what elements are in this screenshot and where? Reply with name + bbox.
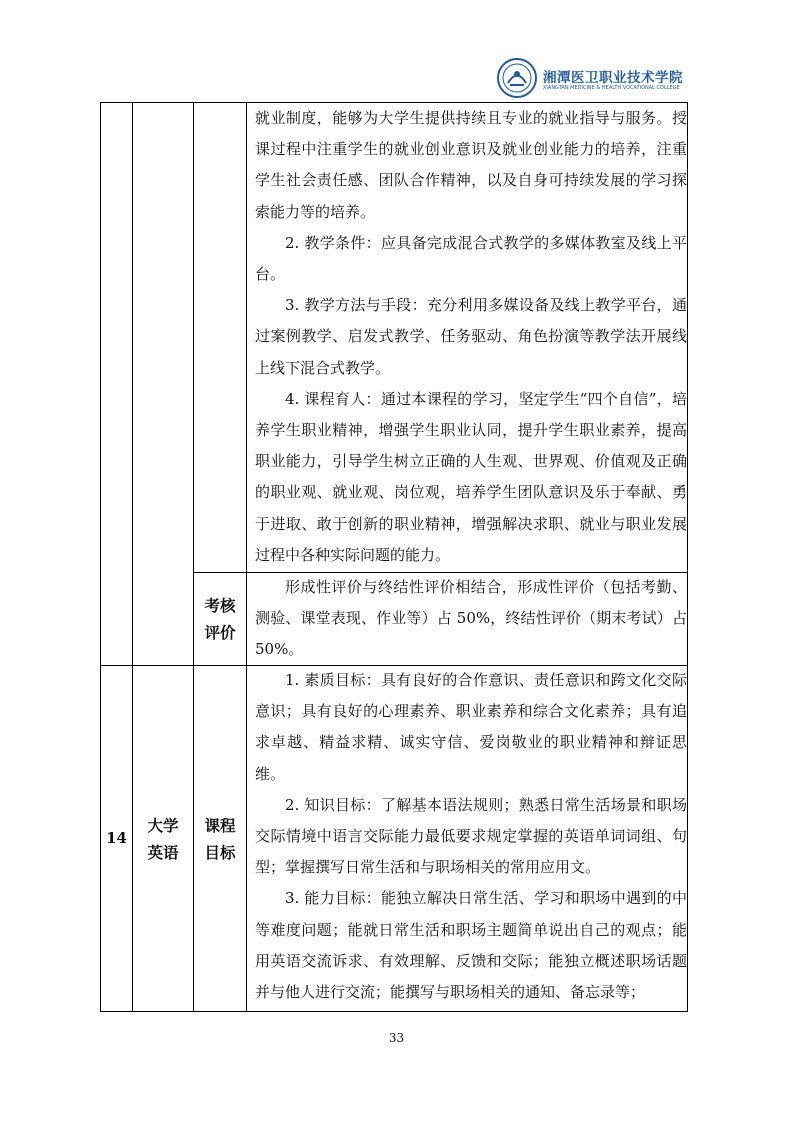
row13-paragraph-1: 就业制度，能够为大学生提供持续且专业的就业指导与服务。授课过程中注重学生的就业创业意识及就业创业能力的培养，注重学生社会责任感、团队合作精神，以及自身可持续发展的学习探索能力等的培养。 (255, 109, 687, 221)
row14-paragraph-1: 1. 素质目标：具有良好的合作意识、责任意识和跨文化交际意识；具有良好的心理素养、职业素养和综合文化素养；具有追求卓越、精益求精、诚实守信、爱岗敬业的职业精神和辩证思维。 (255, 671, 687, 783)
college-name-en: XIANGTAN MEDICINE & HEALTH VOCATIONAL COLLEGE (543, 85, 680, 91)
page-number: 33 (388, 1031, 405, 1045)
row14-course-name: 大学英语 (147, 815, 179, 862)
row14-paragraph-2: 2. 知识目标：了解基本语法规则；熟悉日常生活场景和职场交际情境中语言交际能力最低要求规定掌握的英语单词词组、句型；掌握撰写日常生活和与职场相关的常用应用文。 (255, 795, 687, 877)
assessment-text: 形成性评价与终结性评价相结合，形成性评价（包括考勤、测验、课堂表现、作业等）占 50%，终结性评价（期末考试）占 50%。 (255, 578, 687, 659)
row13-paragraph-4: 4. 课程育人：通过本课程的学习，坚定学生“四个自信”，培养学生职业精神，增强学生职业认同，提升学生职业素养，提高职业能力，引导学生树立正确的人生观、世界观、价值观及正确的职业观、就业观、岗位观，培养学生团队意识及乐于奉献、勇于进取、敢于创新的职业精神，增强解决求职、就业与职业发展过程中各种实际问题的能力。 (255, 389, 687, 564)
row13-paragraph-3: 3. 教学方法与手段：充分利用多媒设备及线上教学平台，通过案例教学、启发式教学、任务驱动、角色扮演等教学法开展线上线下混合式教学。 (255, 296, 687, 377)
college-name: 湘潭医卫职业技术学院 (543, 70, 683, 86)
row14-item-label: 课程目标 (204, 815, 236, 862)
row13-paragraph-2: 2. 教学条件：应具备完成混合式教学的多媒体教室及线上平台。 (255, 233, 687, 284)
row14-paragraph-3: 3. 能力目标：能独立解决日常生活、学习和职场中遇到的中等难度问题；能就日常生活和职场主题简单说出自己的观点；能用英语交流诉求、有效理解、反馈和交际；能独立概述职场话题并与他人进行交流；能撰写与职场相关的通知、备忘录等； (255, 889, 687, 1002)
row13-content (255, 103, 687, 571)
row14-number: 14 (106, 829, 127, 847)
assessment-label: 考核评价 (204, 596, 236, 642)
row14-content (255, 665, 687, 1008)
